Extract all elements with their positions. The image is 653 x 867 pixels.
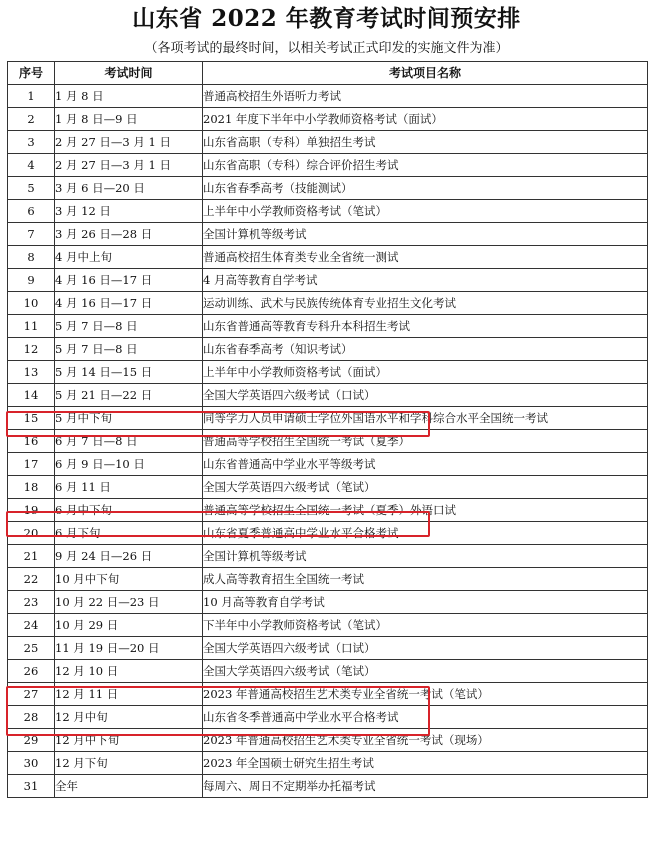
row-number: 24 [8, 614, 55, 637]
header-name: 考试项目名称 [203, 62, 648, 85]
row-date: 12 月中旬 [55, 706, 203, 729]
row-exam-name: 山东省春季高考（技能测试） [203, 177, 648, 200]
row-number: 17 [8, 453, 55, 476]
row-date: 1 月 8 日—9 日 [55, 108, 203, 131]
table-row [8, 660, 648, 683]
row-number: 7 [8, 223, 55, 246]
table-row [8, 752, 648, 775]
row-exam-name: 山东省夏季普通高中学业水平合格考试 [203, 522, 648, 545]
row-date: 5 月 7 日—8 日 [55, 315, 203, 338]
row-exam-name: 下半年中小学教师资格考试（笔试） [203, 614, 648, 637]
row-number: 29 [8, 729, 55, 752]
row-exam-name: 4 月高等教育自学考试 [203, 269, 648, 292]
row-exam-name: 山东省普通高等教育专科升本科招生考试 [203, 315, 648, 338]
row-number: 25 [8, 637, 55, 660]
row-number: 18 [8, 476, 55, 499]
row-date: 全年 [55, 775, 203, 798]
row-date: 3 月 6 日—20 日 [55, 177, 203, 200]
row-date: 5 月 7 日—8 日 [55, 338, 203, 361]
table-row [8, 729, 648, 752]
row-date: 9 月 24 日—26 日 [55, 545, 203, 568]
table-row [8, 223, 648, 246]
table-row [8, 430, 648, 453]
table-row [8, 683, 648, 706]
row-date: 12 月 10 日 [55, 660, 203, 683]
row-date: 6 月 11 日 [55, 476, 203, 499]
table-row [8, 315, 648, 338]
table-row [8, 637, 648, 660]
row-exam-name: 2023 年普通高校招生艺术类专业全省统一考试（现场） [203, 729, 648, 752]
row-number: 30 [8, 752, 55, 775]
table-row [8, 706, 648, 729]
table-row [8, 338, 648, 361]
row-number: 10 [8, 292, 55, 315]
row-date: 5 月 21 日—22 日 [55, 384, 203, 407]
row-date: 6 月下旬 [55, 522, 203, 545]
row-exam-name: 山东省高职（专科）单独招生考试 [203, 131, 648, 154]
row-number: 9 [8, 269, 55, 292]
row-date: 10 月 29 日 [55, 614, 203, 637]
row-date: 4 月 16 日—17 日 [55, 269, 203, 292]
row-number: 13 [8, 361, 55, 384]
table-row [8, 131, 648, 154]
table-row [8, 108, 648, 131]
table-row [8, 292, 648, 315]
row-exam-name: 10 月高等教育自学考试 [203, 591, 648, 614]
table-row [8, 154, 648, 177]
table-row [8, 453, 648, 476]
row-date: 2 月 27 日—3 月 1 日 [55, 154, 203, 177]
row-number: 16 [8, 430, 55, 453]
row-number: 23 [8, 591, 55, 614]
row-exam-name: 山东省普通高中学业水平等级考试 [203, 453, 648, 476]
row-exam-name: 普通高等学校招生全国统一考试（夏季） [203, 430, 648, 453]
table-row [8, 499, 648, 522]
row-exam-name: 成人高等教育招生全国统一考试 [203, 568, 648, 591]
row-date: 3 月 12 日 [55, 200, 203, 223]
row-number: 28 [8, 706, 55, 729]
row-exam-name: 山东省春季高考（知识考试） [203, 338, 648, 361]
row-number: 26 [8, 660, 55, 683]
table-header-row [8, 62, 648, 85]
row-exam-name: 全国大学英语四六级考试（笔试） [203, 476, 648, 499]
row-exam-name: 上半年中小学教师资格考试（笔试） [203, 200, 648, 223]
row-date: 12 月下旬 [55, 752, 203, 775]
row-number: 5 [8, 177, 55, 200]
row-exam-name: 上半年中小学教师资格考试（面试） [203, 361, 648, 384]
table-row [8, 384, 648, 407]
row-date: 5 月 14 日—15 日 [55, 361, 203, 384]
row-exam-name: 每周六、周日不定期举办托福考试 [203, 775, 648, 798]
table-row [8, 269, 648, 292]
table-row [8, 476, 648, 499]
row-exam-name: 山东省高职（专科）综合评价招生考试 [203, 154, 648, 177]
table-row [8, 177, 648, 200]
row-number: 27 [8, 683, 55, 706]
row-number: 6 [8, 200, 55, 223]
row-number: 2 [8, 108, 55, 131]
page-subtitle: （各项考试的最终时间，以相关考试正式印发的实施文件为准） [144, 41, 509, 56]
row-number: 22 [8, 568, 55, 591]
row-date: 4 月 16 日—17 日 [55, 292, 203, 315]
row-exam-name: 2023 年普通高校招生艺术类专业全省统一考试（笔试） [203, 683, 648, 706]
row-exam-name: 2021 年度下半年中小学教师资格考试（面试） [203, 108, 648, 131]
row-exam-name: 全国大学英语四六级考试（口试） [203, 384, 648, 407]
row-date: 6 月 9 日—10 日 [55, 453, 203, 476]
row-number: 1 [8, 85, 55, 108]
row-date: 3 月 26 日—28 日 [55, 223, 203, 246]
table-row [8, 85, 648, 108]
row-exam-name: 全国大学英语四六级考试（笔试） [203, 660, 648, 683]
row-number: 31 [8, 775, 55, 798]
row-number: 19 [8, 499, 55, 522]
table-row [8, 246, 648, 269]
row-exam-name: 2023 年全国硕士研究生招生考试 [203, 752, 648, 775]
table-row [8, 361, 648, 384]
row-date: 4 月中上旬 [55, 246, 203, 269]
row-date: 2 月 27 日—3 月 1 日 [55, 131, 203, 154]
header-date: 考试时间 [55, 62, 203, 85]
row-number: 14 [8, 384, 55, 407]
row-date: 11 月 19 日—20 日 [55, 637, 203, 660]
row-exam-name: 同等学力人员申请硕士学位外国语水平和学科综合水平全国统一考试 [203, 407, 648, 430]
row-date: 6 月中下旬 [55, 499, 203, 522]
row-number: 3 [8, 131, 55, 154]
row-date: 6 月 7 日—8 日 [55, 430, 203, 453]
header-no: 序号 [8, 62, 55, 85]
table-row [8, 545, 648, 568]
page-title: 山东省 2022 年教育考试时间预安排 [132, 5, 521, 32]
row-exam-name: 运动训练、武术与民族传统体育专业招生文化考试 [203, 292, 648, 315]
table-row [8, 200, 648, 223]
row-number: 4 [8, 154, 55, 177]
table-row [8, 407, 648, 430]
row-number: 15 [8, 407, 55, 430]
row-exam-name: 普通高校招生体育类专业全省统一测试 [203, 246, 648, 269]
row-exam-name: 普通高等学校招生全国统一考试（夏季）外语口试 [203, 499, 648, 522]
row-exam-name: 普通高校招生外语听力考试 [203, 85, 648, 108]
table-row [8, 591, 648, 614]
row-date: 1 月 8 日 [55, 85, 203, 108]
row-number: 20 [8, 522, 55, 545]
row-exam-name: 全国计算机等级考试 [203, 223, 648, 246]
row-exam-name: 山东省冬季普通高中学业水平合格考试 [203, 706, 648, 729]
row-number: 11 [8, 315, 55, 338]
row-number: 12 [8, 338, 55, 361]
row-date: 10 月 22 日—23 日 [55, 591, 203, 614]
row-date: 12 月 11 日 [55, 683, 203, 706]
row-number: 21 [8, 545, 55, 568]
table-row [8, 568, 648, 591]
exam-schedule-table [7, 61, 648, 798]
table-row [8, 522, 648, 545]
table-row [8, 614, 648, 637]
row-date: 5 月中下旬 [55, 407, 203, 430]
row-exam-name: 全国大学英语四六级考试（口试） [203, 637, 648, 660]
row-exam-name: 全国计算机等级考试 [203, 545, 648, 568]
table-row [8, 775, 648, 798]
row-date: 12 月中下旬 [55, 729, 203, 752]
row-date: 10 月中下旬 [55, 568, 203, 591]
row-number: 8 [8, 246, 55, 269]
